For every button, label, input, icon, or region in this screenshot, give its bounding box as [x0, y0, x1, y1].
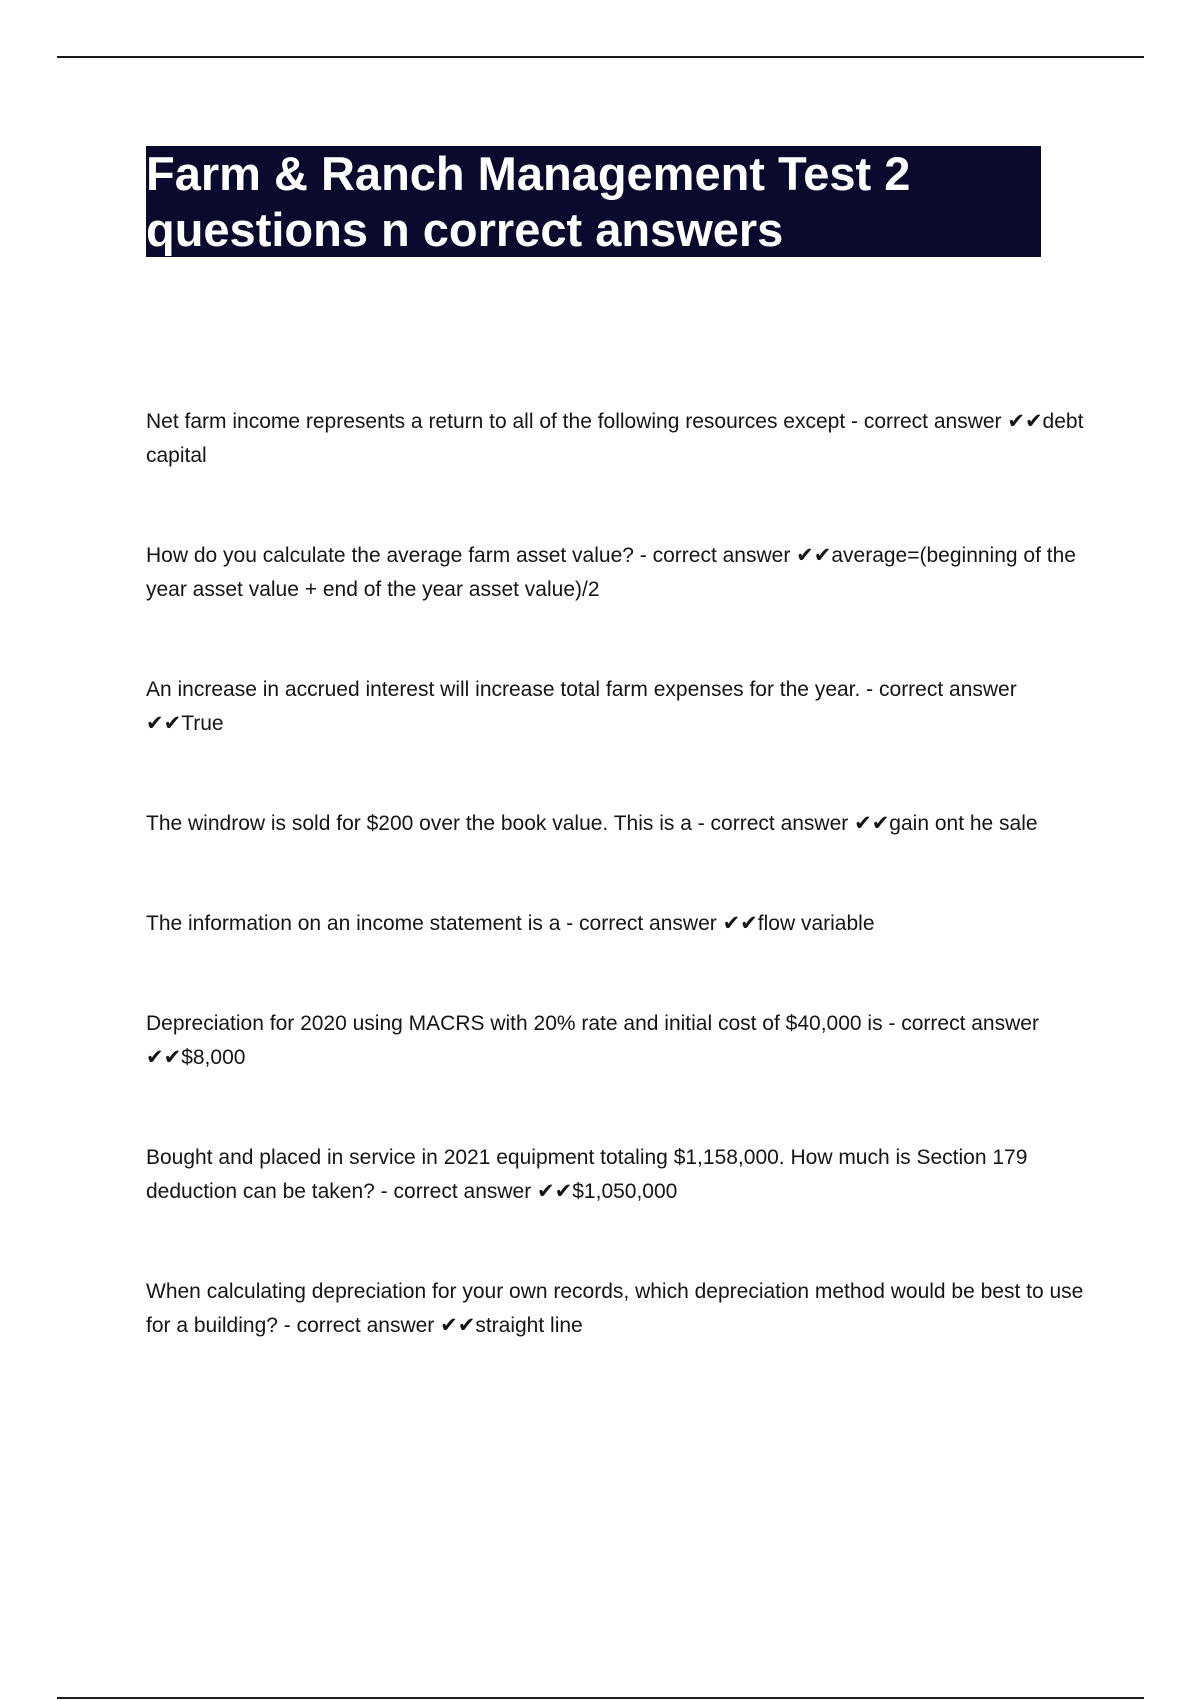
qa-text: An increase in accrued interest will increase total farm expenses for the year. - correct answer ✔✔True: [146, 678, 1023, 735]
qa-text: Net farm income represents a return to all of the following resources except - correct answer ✔✔debt capital: [146, 410, 1090, 467]
bottom-rule: [57, 1697, 1144, 1699]
qa-text: How do you calculate the average farm asset value? - correct answer ✔✔average=(beginning of the year asset value + end of the year asset value)/2: [146, 544, 1082, 601]
qa-text: When calculating depreciation for your own records, which depreciation method would be best to use for a building? - correct answer ✔✔straight line: [146, 1280, 1090, 1337]
qa-text: The windrow is sold for $200 over the book value. This is a - correct answer ✔✔gain ont he sale: [146, 812, 1038, 835]
document-title: Farm & Ranch Management Test 2 questions n correct answers: [146, 147, 911, 256]
qa-item: [146, 405, 1096, 473]
qa-text: Bought and placed in service in 2021 equipment totaling $1,158,000. How much is Section 179 deduction can be taken? - correct answer ✔✔$1,050,000: [146, 1146, 1034, 1203]
qa-item: [146, 807, 1096, 841]
qa-item: [146, 1141, 1096, 1209]
qa-item: [146, 1007, 1096, 1075]
qa-text: Depreciation for 2020 using MACRS with 20% rate and initial cost of $40,000 is - correct answer ✔✔$8,000: [146, 1012, 1045, 1069]
qa-item: [146, 1275, 1096, 1343]
qa-item: [146, 539, 1096, 607]
top-rule: [57, 56, 1144, 58]
qa-item: [146, 907, 1096, 941]
qa-item: [146, 673, 1096, 741]
qa-text: The information on an income statement is a - correct answer ✔✔flow variable: [146, 912, 875, 935]
title-banner: [146, 146, 1041, 257]
